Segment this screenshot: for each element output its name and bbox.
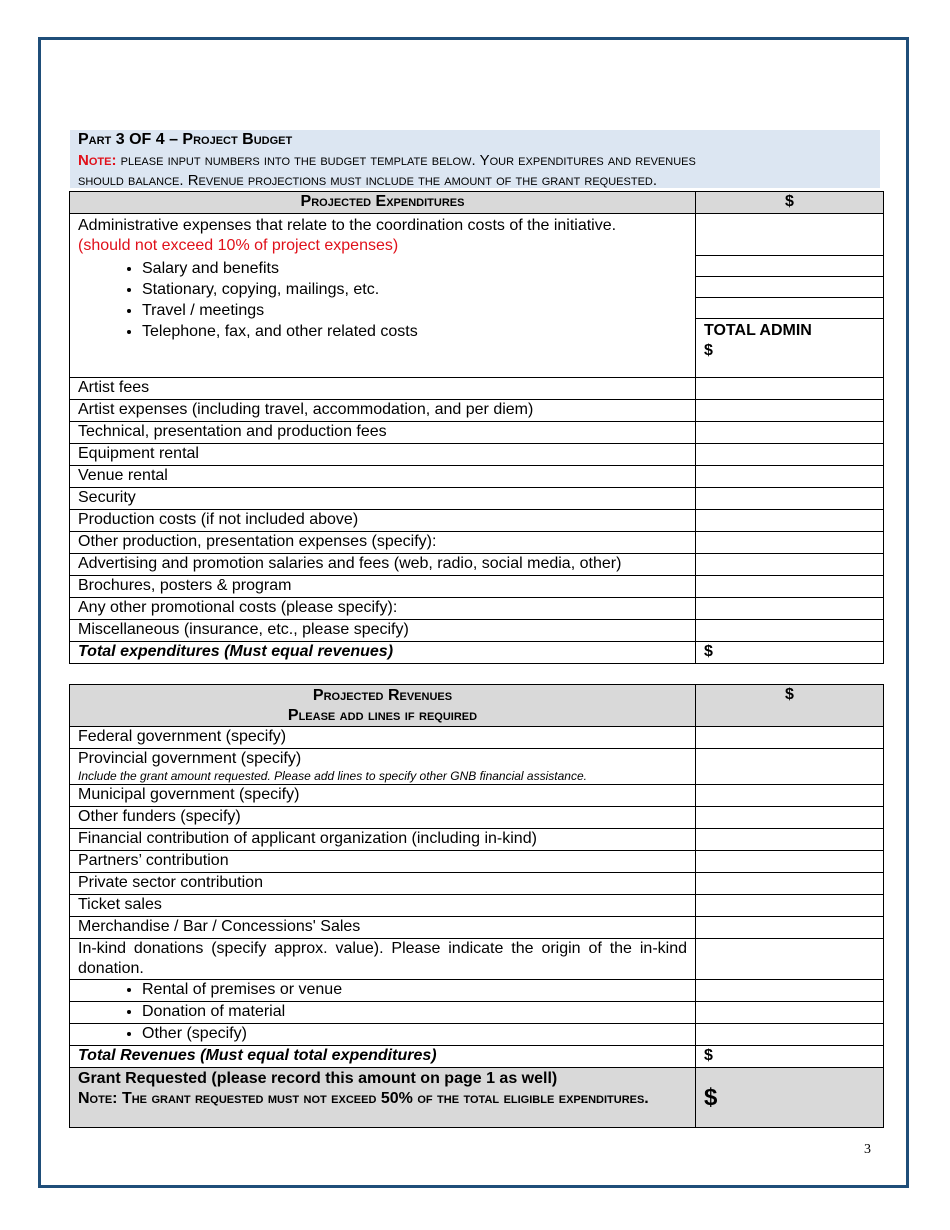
provincial-row	[70, 749, 696, 785]
provincial-note: Include the grant amount requested. Please add lines to specify other GNB financial assistance.	[78, 769, 587, 783]
revenue-row-amount[interactable]	[696, 749, 884, 785]
revenue-row-amount[interactable]	[696, 785, 884, 807]
total-revenues-amount[interactable]: $	[696, 1046, 884, 1068]
stationary-amount-input[interactable]	[696, 277, 883, 298]
expense-row-label: Venue rental	[70, 466, 696, 488]
expense-row-label: Production costs (if not included above)	[70, 510, 696, 532]
total-admin-currency: $	[704, 342, 713, 359]
revenue-row-amount[interactable]	[696, 807, 884, 829]
expense-row-label: Equipment rental	[70, 444, 696, 466]
total-revenues-label: Total Revenues (Must equal total expenditures)	[70, 1046, 696, 1068]
expense-row-label: Any other promotional costs (please specify):	[70, 598, 696, 620]
revenues-header-title: Projected Revenues	[312, 687, 453, 704]
provincial-label: Provincial government (specify)	[78, 750, 302, 767]
revenue-row-amount[interactable]	[696, 873, 884, 895]
admin-item: • Stationary, copying, mailings, etc.	[142, 279, 687, 300]
note-label: Note:	[78, 152, 117, 169]
admin-limit: (should not exceed 10% of project expenses)	[78, 237, 399, 254]
inkind-item-cell	[70, 1002, 696, 1024]
expense-row-label: Security	[70, 488, 696, 510]
revenue-row-amount[interactable]	[696, 980, 884, 1002]
revenue-row-label: Municipal government (specify)	[70, 785, 696, 807]
grant-note: Note: The grant requested must not exceed 50% of the total eligible expenditures.	[78, 1090, 649, 1107]
expense-row-amount[interactable]	[696, 378, 884, 400]
grant-amount[interactable]: $	[696, 1068, 884, 1128]
admin-cell	[70, 214, 696, 378]
revenue-row-amount[interactable]	[696, 851, 884, 873]
revenue-row-label: Partners’ contribution	[70, 851, 696, 873]
expense-row-amount[interactable]	[696, 554, 884, 576]
revenue-row-amount[interactable]	[696, 829, 884, 851]
inkind-text: In-kind donations (specify approx. value). Please indicate the origin of the in-kind donation.	[70, 939, 696, 980]
expenditures-header: Projected Expenditures	[70, 192, 696, 214]
revenue-row-label: Merchandise / Bar / Concessions' Sales	[70, 917, 696, 939]
revenue-row-label: Ticket sales	[70, 895, 696, 917]
inkind-item-cell	[70, 1024, 696, 1046]
expense-row-amount[interactable]	[696, 576, 884, 598]
revenue-row-amount[interactable]	[696, 1024, 884, 1046]
expense-row-amount[interactable]	[696, 422, 884, 444]
expense-row-label: Artist expenses (including travel, accommodation, and per diem)	[70, 400, 696, 422]
expense-row-label: Technical, presentation and production fees	[70, 422, 696, 444]
expense-row-amount[interactable]	[696, 444, 884, 466]
total-admin-cell	[696, 319, 883, 363]
inkind-item-cell	[70, 980, 696, 1002]
inkind-item: • Donation of material	[142, 1002, 687, 1022]
revenue-row-label: Federal government (specify)	[70, 727, 696, 749]
expenditures-amount-header: $	[696, 192, 884, 214]
page-number: 3	[864, 1142, 871, 1157]
admin-items	[78, 258, 687, 342]
note-text-1: please input numbers into the budget template below. Your expenditures and revenues	[120, 152, 696, 169]
inkind-item-list	[78, 1002, 687, 1022]
revenue-row-amount[interactable]	[696, 939, 884, 980]
total-expenditures-amount[interactable]: $	[696, 642, 884, 664]
revenue-row-amount[interactable]	[696, 895, 884, 917]
revenues-header-subtitle: Please add lines if required	[287, 707, 478, 724]
admin-item: • Travel / meetings	[142, 300, 687, 321]
admin-amount-cell	[696, 214, 884, 378]
expense-row-amount[interactable]	[696, 510, 884, 532]
total-admin-label: TOTAL ADMIN	[704, 322, 812, 339]
expense-row-amount[interactable]	[696, 466, 884, 488]
expense-row-label: Artist fees	[70, 378, 696, 400]
admin-text: Administrative expenses that relate to the coordination costs of the initiative.	[78, 217, 617, 234]
salary-amount-input[interactable]	[696, 256, 883, 277]
inkind-item-list	[78, 980, 687, 1000]
revenues-header	[70, 685, 696, 727]
expense-row-amount[interactable]	[696, 620, 884, 642]
admin-amount-input[interactable]	[696, 214, 883, 256]
inkind-item: • Rental of premises or venue	[142, 980, 687, 1000]
expenditures-table	[69, 191, 884, 664]
note-line-1	[78, 152, 878, 169]
expense-row-label: Brochures, posters & program	[70, 576, 696, 598]
expense-row-amount[interactable]	[696, 488, 884, 510]
travel-amount-input[interactable]	[696, 298, 883, 319]
grant-label: Grant Requested (please record this amount on page 1 as well)	[78, 1070, 558, 1087]
grant-cell	[70, 1068, 696, 1128]
expense-row-amount[interactable]	[696, 598, 884, 620]
expense-row-label: Other production, presentation expenses (specify):	[70, 532, 696, 554]
admin-item: • Telephone, fax, and other related costs	[142, 321, 687, 342]
expense-row-label: Advertising and promotion salaries and fees (web, radio, social media, other)	[70, 554, 696, 576]
revenue-row-label: Private sector contribution	[70, 873, 696, 895]
part-title: Part 3 OF 4 – Project Budget	[78, 131, 293, 148]
total-expenditures-label: Total expenditures (Must equal revenues)	[70, 642, 696, 664]
revenue-row-label: Other funders (specify)	[70, 807, 696, 829]
note-line-2: should balance. Revenue projections must include the amount of the grant requested.	[78, 172, 658, 189]
expense-row-amount[interactable]	[696, 400, 884, 422]
revenue-row-amount[interactable]	[696, 1002, 884, 1024]
expense-row-amount[interactable]	[696, 532, 884, 554]
inkind-item-list	[78, 1024, 687, 1044]
admin-item: • Salary and benefits	[142, 258, 687, 279]
revenue-row-amount[interactable]	[696, 727, 884, 749]
inkind-item: • Other (specify)	[142, 1024, 687, 1044]
expense-row-label: Miscellaneous (insurance, etc., please specify)	[70, 620, 696, 642]
revenue-row-label: Financial contribution of applicant organization (including in-kind)	[70, 829, 696, 851]
revenues-amount-header: $	[696, 685, 884, 727]
revenue-row-amount[interactable]	[696, 917, 884, 939]
revenues-table	[69, 684, 884, 1128]
